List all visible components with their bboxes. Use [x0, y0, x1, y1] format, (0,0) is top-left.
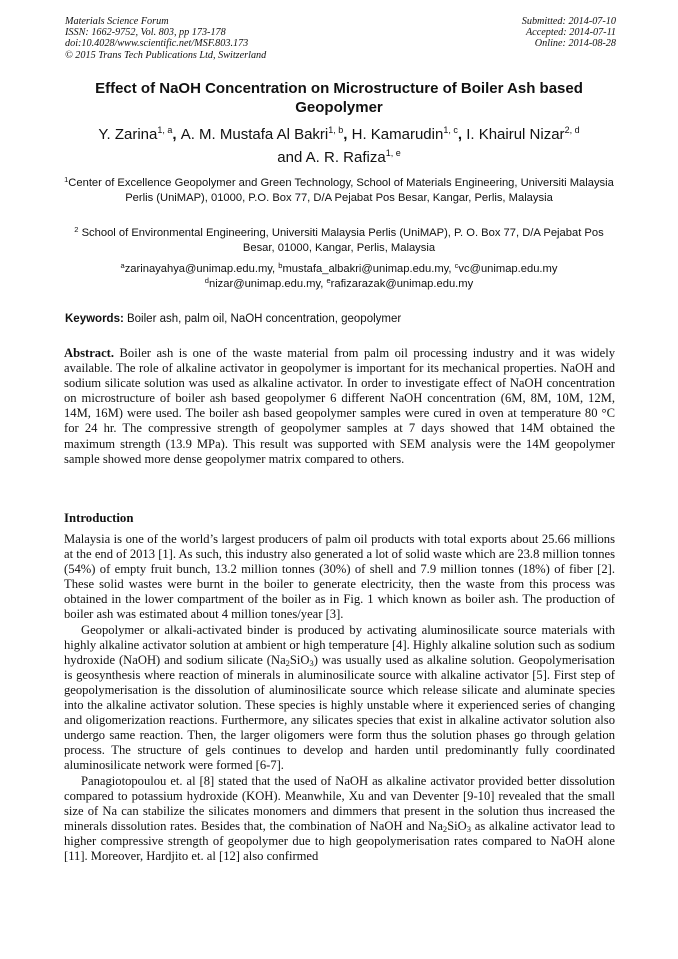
email-address: nizar@unimap.edu.my, — [208, 277, 327, 290]
date-online: Online: 2014-08-28 — [534, 38, 616, 50]
author-emails — [64, 262, 614, 291]
journal-info — [65, 16, 266, 61]
date-accepted: Accepted: 2014-07-11 — [525, 27, 616, 39]
paragraph: Malaysia is one of the world’s largest producers of palm oil products with total exports about 25.66 millions at the end of 2013 [1]. As such, this industry also generated a lot of solid waste which are 23.8 million tonnes (54%) of empty fruit bunch, 13.2 million tonnes (30%) of shell and 7.9 million tonnes (18%) of fiber [2]. These solid wastes were burnt in the boiler to generate electricity, then the waste from this process was obtained in the lower compartment of the boiler as in Fig. 1 which known as boiler ash. The production of boiler ash was estimated about 4 million tones/year [3]. — [64, 532, 615, 622]
affiliation-mark: 2 — [74, 225, 79, 234]
paragraph: Panagiotopoulou et. al [8] stated that the used of NaOH as alkaline activator provided better dissolution compared to potassium hydroxide (KOH). Meanwhile, Xu and van Deventer [9-10] revealed that the small size of Na can stabilize the silicates monomers and dimmers that present in the solution thus increased the minerals dissolution rates. Besides that, the combination of NaOH and $Na_2SiO_3$ as alkaline activator lead to higher compressive strength of geopolymer due to high geopolymerisation rates compared to NaOH alone [11]. Moreover, Hardjito et. al [12] also confirmed — [64, 773, 615, 863]
abstract — [64, 346, 615, 467]
journal-issn: ISSN: 1662-9752, Vol. 803, pp 173-178 — [65, 27, 226, 39]
email-address: rafizarazak@unimap.edu.my — [330, 277, 474, 290]
journal-copyright: © 2015 Trans Tech Publications Ltd, Switzerland — [65, 49, 267, 61]
journal-name: Materials Science Forum — [65, 16, 169, 27]
submission-dates — [522, 16, 616, 50]
paragraph: Geopolymer or alkali-activated binder is produced by activating aluminosilicate source materials with highly alkaline activator solution at ambient or high temperature [4]. Highly alkaline solution such as sodium hydroxide (NaOH) and sodium silicate $(Na_2SiO_3)$ was usually used as alkaline solution. Geopolymerisation is geosynthesis where reaction of minerals in aluminosilicate source with alkaline activator [5]. First step of geopolymerisation is the dissolution of aluminosilicate source which release silicate and aluminate species into the alkaline activator solution. These species is highly unstable where it experienced series of changing and oligomerization reactions. Furthermore, any silicates species that exist in alkaline activator solution also undergo same reaction. Then, the larger oligomers were form thus the solution phases go through gelation process. The structure of gels continues to develop and harden until predominantly fully coordinated aluminosilicate network were formed [6-7]. — [64, 622, 615, 773]
author-name: A. M. Mustafa Al Bakri — [180, 126, 329, 143]
author-affil-mark: 2, d — [564, 125, 580, 135]
author-affil-mark: 1, a — [157, 125, 173, 135]
affiliation-text: School of Environmental Engineering, Universiti Malaysia Perlis (UniMAP), P. O. Box 77, D/A Pejabat Pos Besar, 01000, Kangar, Perlis, Malaysia — [78, 227, 604, 254]
author-list: Y. Zarina$^{1, a}$, A. M. Mustafa Al Bakri$^{1, b}$, H. Kamarudin$^{1, c}$, I. Khairul Nizar$^{2, d}$ and A. R. Rafiza$^{1, e}$ — [98, 125, 580, 166]
paper-title: Effect of NaOH Concentration on Microstructure of Boiler Ash based Geopolymer — [95, 80, 583, 116]
author-affil-mark: 1, e — [385, 148, 401, 158]
author-name: I. Khairul Nizar — [466, 126, 565, 143]
author-name: Y. Zarina — [98, 126, 158, 143]
affiliation-1 — [64, 176, 614, 205]
affiliation-text: Center of Excellence Geopolymer and Green Technology, School of Materials Engineering, Universiti Malaysia Perlis (UniMAP), 01000, P.O. Box 77, D/A Pejabat Pos Besar, Kangar, Perlis, Malaysia — [68, 177, 614, 204]
author-and: and — [277, 149, 303, 166]
author-affil-mark: 1, c — [443, 125, 458, 135]
email-address: mustafa_albakri@unimap.edu.my, — [282, 263, 455, 275]
keywords — [65, 312, 615, 327]
keywords-text: Boiler ash, palm oil, NaOH concentration, geopolymer — [123, 313, 402, 325]
keywords-label: Keywords: — [65, 313, 124, 325]
author-affil-mark: 1, b — [328, 125, 344, 135]
email-mark: e — [326, 275, 331, 285]
email-mark: a — [120, 261, 125, 270]
date-submitted: Submitted: 2014-07-10 — [521, 16, 616, 27]
introduction-body — [64, 532, 615, 864]
abstract-label: Abstract. — [64, 346, 115, 360]
abstract-text: Boiler ash is one of the waste material from palm oil processing industry and it was widely available. The role of alkaline activator in geopolymer is important for its mechanical properties. NaOH and sodium silicate solution was used as alkaline activator. In order to investigate effect of NaOH concentration on microstructure of boiler ash based geopolymer 6 different NaOH concentration (6M, 8M, 10M, 12M, 14M, 16M) were used. The boiler ash based geopolymer samples were cured in oven at temperature 80 °C for 24 hr. The compressive strength of geopolymer samples at 7 days showed that 14M obtained the maximum strength (13.9 MPa). This result was supported with SEM analysis were the 14M geopolymer sample showed more dense geopolymer matrix compared to others. — [64, 346, 615, 466]
section-heading-introduction: Introduction — [64, 511, 134, 525]
affiliation-2 — [64, 226, 614, 255]
affiliation-mark: 1 — [64, 175, 69, 184]
journal-doi: doi:10.4028/www.scientific.net/MSF.803.173 — [65, 38, 249, 50]
email-mark: d — [204, 275, 209, 285]
email-mark: b — [278, 261, 283, 270]
email-address: zarinayahya@unimap.edu.my, — [124, 263, 279, 275]
author-name: H. Kamarudin — [351, 126, 444, 143]
author-name: A. R. Rafiza — [305, 149, 386, 166]
email-address: vc@unimap.edu.my — [458, 263, 558, 275]
email-mark: c — [454, 261, 459, 270]
